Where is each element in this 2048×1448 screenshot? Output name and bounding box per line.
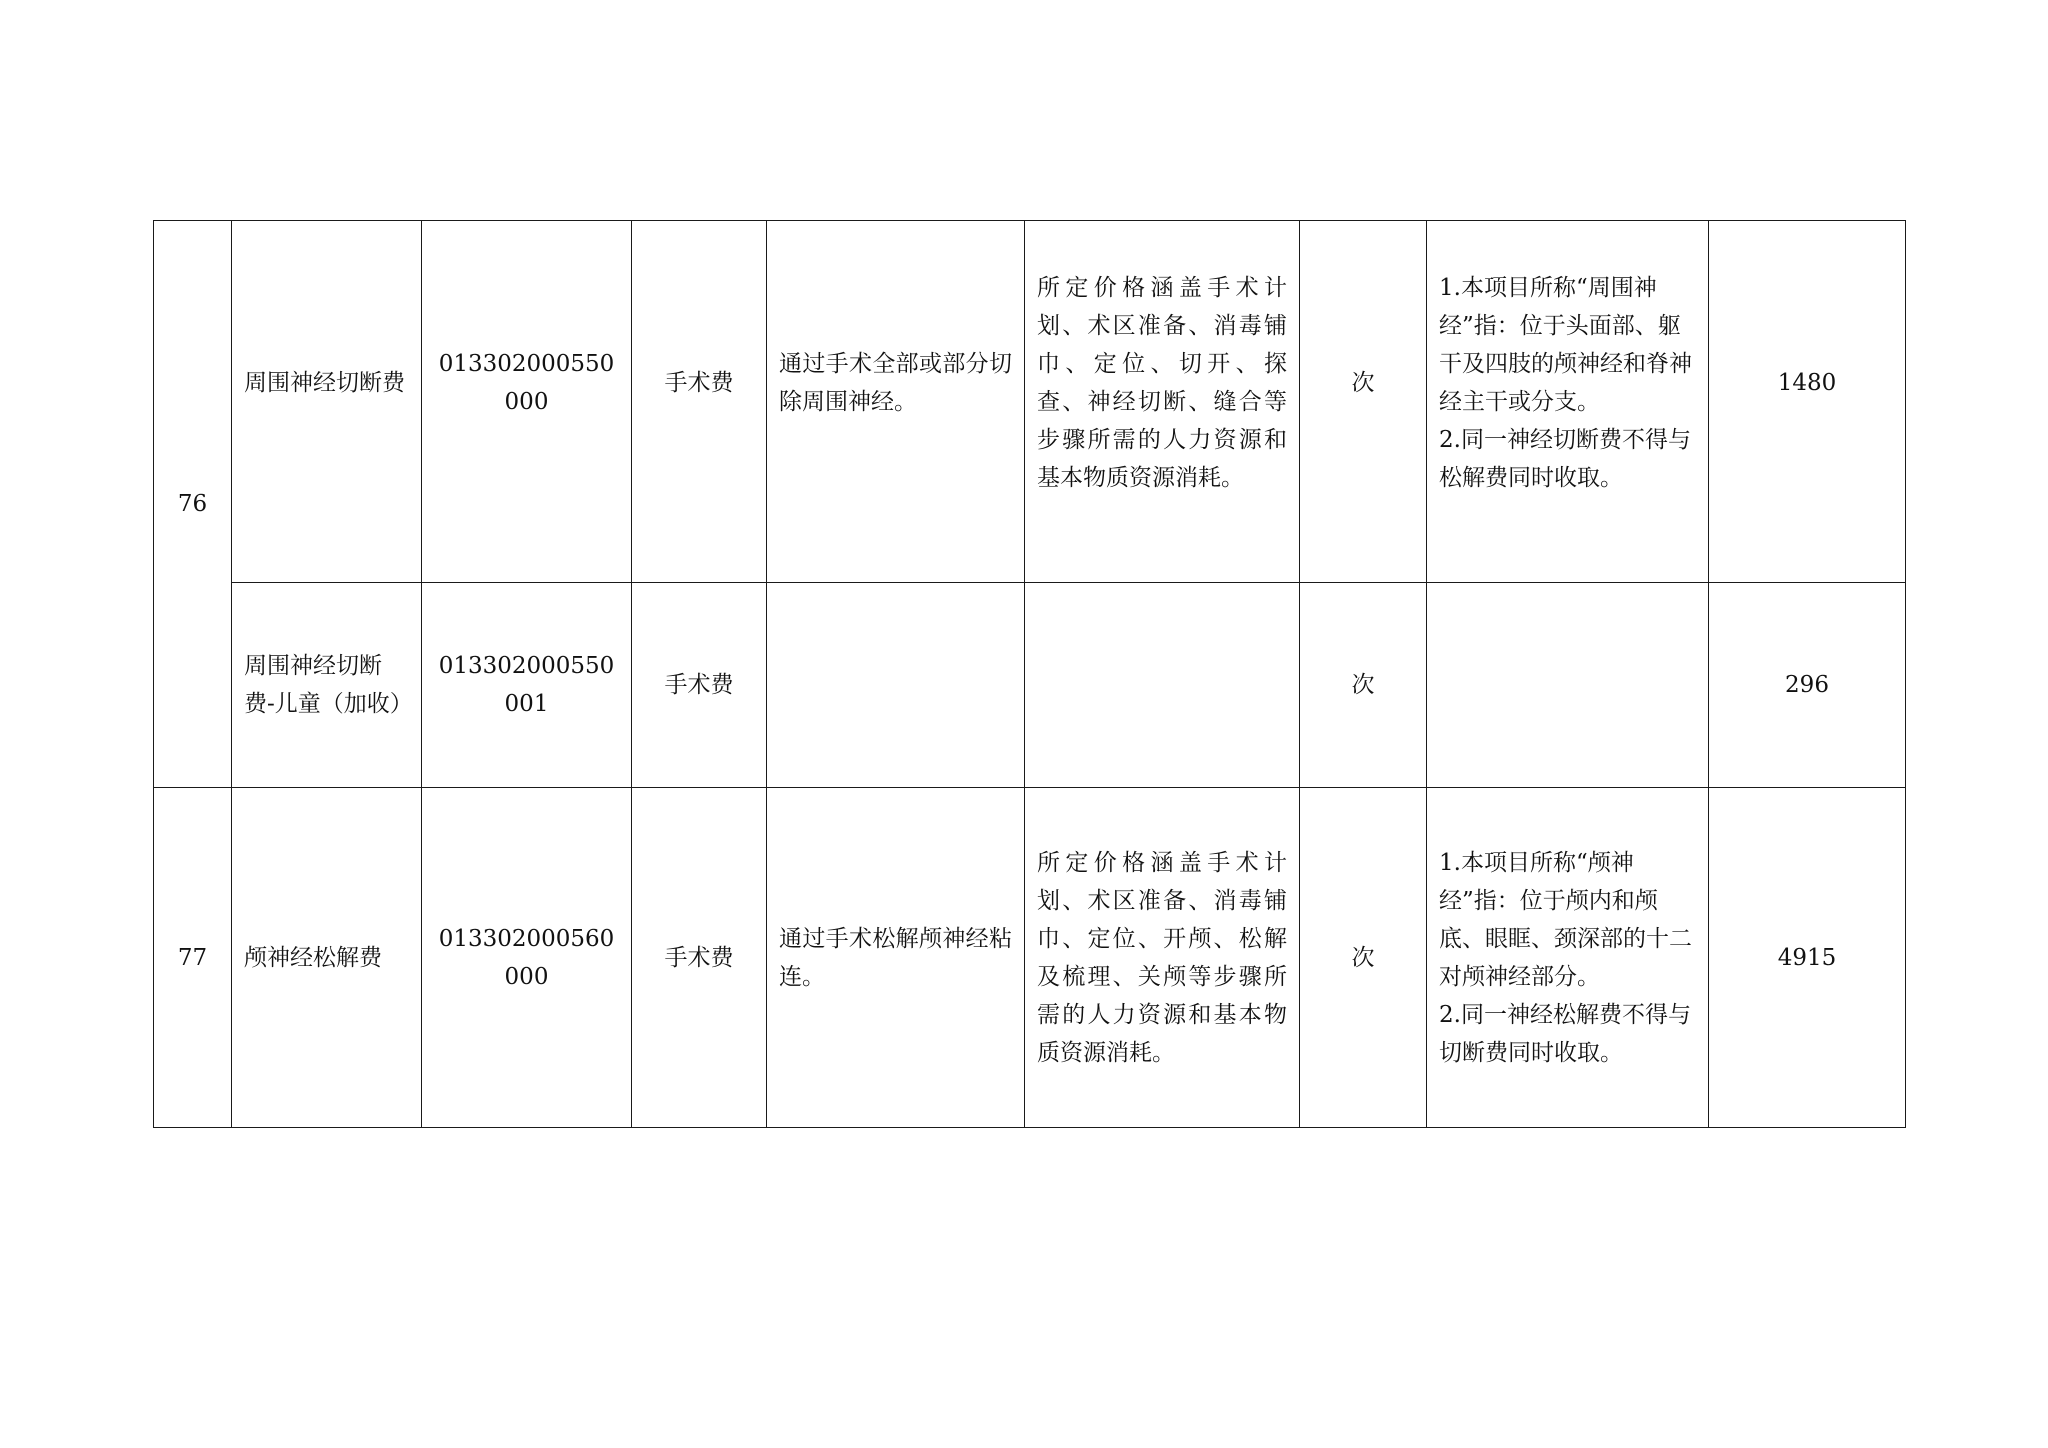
note-line: 2.同一神经切断费不得与松解费同时收取。 [1439, 427, 1691, 491]
connotation-cell [1025, 583, 1300, 788]
notes-cell [1427, 788, 1709, 1128]
note-line: 1.本项目所称“颅神经”指：位于颅内和颅底、眼眶、颈深部的十二对颅神经部分。 [1439, 849, 1692, 990]
notes-cell [1427, 221, 1709, 583]
unit-cell: 次 [1300, 221, 1427, 583]
item-code-cell: 013302000550001 [422, 583, 632, 788]
content-cell: 通过手术松解颅神经粘连。 [767, 788, 1025, 1128]
table-row [154, 583, 1906, 788]
table-row [154, 221, 1906, 583]
seq-cell: 77 [154, 788, 232, 1128]
unit-cell: 次 [1300, 583, 1427, 788]
unit-cell: 次 [1300, 788, 1427, 1128]
item-code-cell: 013302000560000 [422, 788, 632, 1128]
category-cell: 手术费 [632, 221, 767, 583]
category-cell: 手术费 [632, 788, 767, 1128]
item-name-cell: 周围神经切断费 [232, 221, 422, 583]
item-name-cell: 周围神经切断费-儿童（加收） [232, 583, 422, 788]
table-row [154, 788, 1906, 1128]
fee-table [153, 220, 1906, 1128]
note-line: 2.同一神经松解费不得与切断费同时收取。 [1439, 1001, 1691, 1066]
connotation-cell: 所定价格涵盖手术计划、术区准备、消毒铺巾、定位、切开、探查、神经切断、缝合等步骤所需的人力资源和基本物质资源消耗。 [1025, 221, 1300, 583]
item-name-cell: 颅神经松解费 [232, 788, 422, 1128]
item-code-cell: 013302000550000 [422, 221, 632, 583]
seq-cell: 76 [154, 221, 232, 788]
content-cell [767, 583, 1025, 788]
connotation-cell: 所定价格涵盖手术计划、术区准备、消毒铺巾、定位、开颅、松解及梳理、关颅等步骤所需的人力资源和基本物质资源消耗。 [1025, 788, 1300, 1128]
price-cell: 296 [1709, 583, 1906, 788]
price-cell: 1480 [1709, 221, 1906, 583]
note-line: 1.本项目所称“周围神经”指：位于头面部、躯干及四肢的颅神经和脊神经主干或分支。 [1439, 275, 1692, 415]
content-cell: 通过手术全部或部分切除周围神经。 [767, 221, 1025, 583]
notes-cell [1427, 583, 1709, 788]
category-cell: 手术费 [632, 583, 767, 788]
price-cell: 4915 [1709, 788, 1906, 1128]
